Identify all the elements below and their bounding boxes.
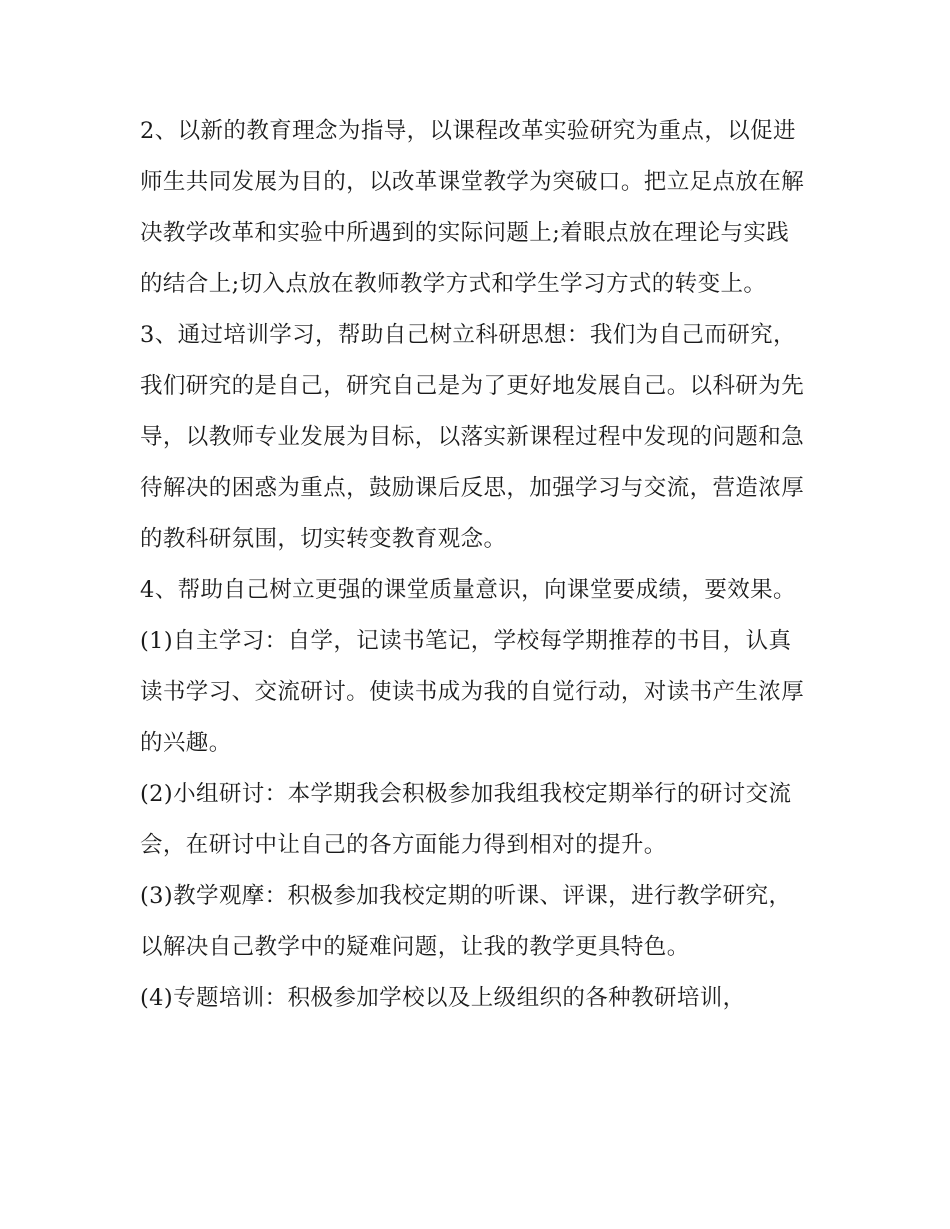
paragraph-group-discussion: (2)小组研讨：本学期我会积极参加我组我校定期举行的研讨交流会，在研讨中让自己的各方面能力得到相对的提升。 — [140, 781, 792, 858]
paragraph-special-training: (4)专题培训：积极参加学校以及上级组织的各种教研培训， — [140, 985, 746, 1011]
paragraph-item-3: 3、通过培训学习，帮助自己树立科研思想：我们为自己而研究，我们研究的是自己，研究自己是为了更好地发展自己。以科研为先导，以教师专业发展为目标，以落实新课程过程中发现的问题和急待解决的困惑为重点，鼓励课后反思，加强学习与交流，营造浓厚的教科研氛围，切实转变教育观念。 — [140, 322, 805, 552]
paragraph-teaching-observation: (3)教学观摩：积极参加我校定期的听课、评课，进行教学研究，以解决自己教学中的疑难问题，让我的教学更具特色。 — [140, 883, 792, 960]
document-body — [140, 106, 812, 1024]
paragraph-item-4: 4、帮助自己树立更强的课堂质量意识，向课堂要成绩，要效果。 — [140, 577, 796, 603]
paragraph-item-2: 2、以新的教育理念为指导，以课程改革实验研究为重点，以促进师生共同发展为目的，以改革课堂教学为突破口。把立足点放在解决教学改革和实验中所遇到的实际问题上;着眼点放在理论与实践的结合上;切入点放在教师教学方式和学生学习方式的转变上。 — [140, 118, 805, 297]
paragraph-self-study: (1)自主学习：自学，记读书笔记，学校每学期推荐的书目，认真读书学习、交流研讨。使读书成为我的自觉行动，对读书产生浓厚的兴趣。 — [140, 628, 805, 756]
